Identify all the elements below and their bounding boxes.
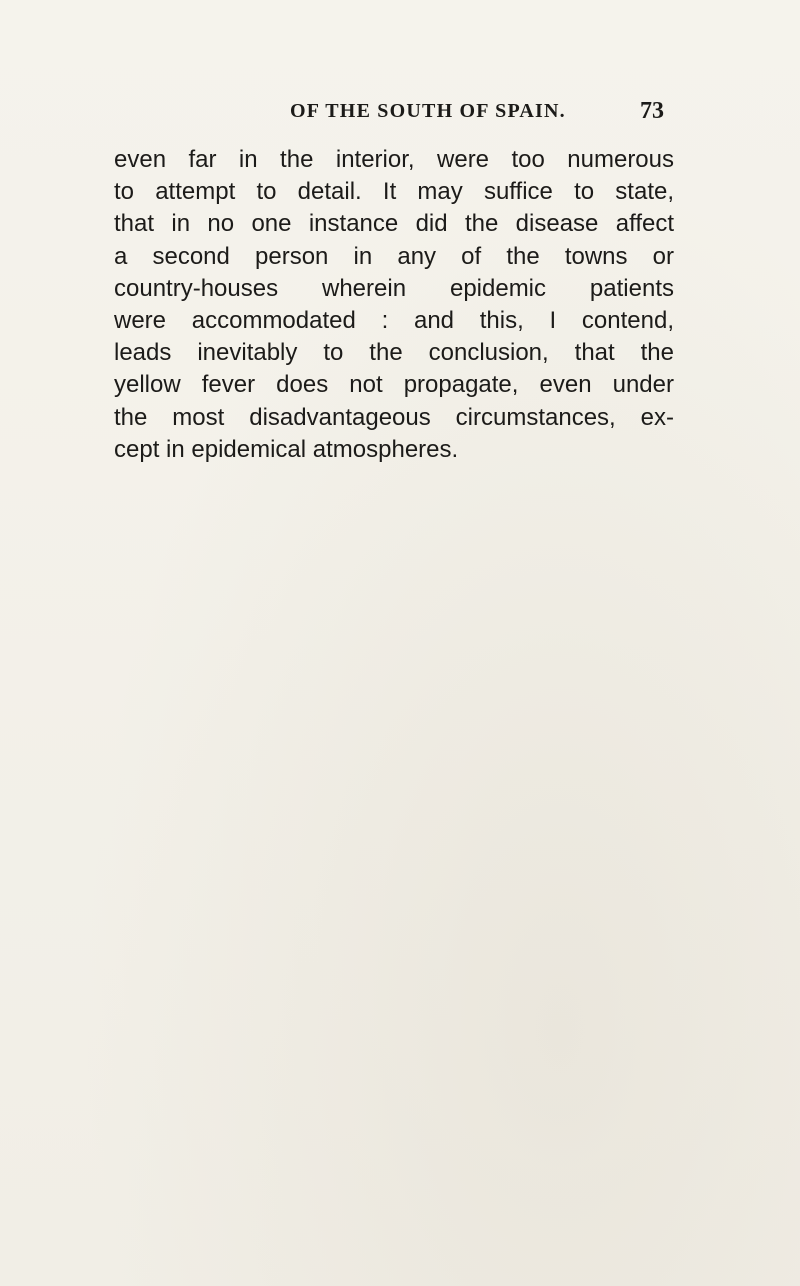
text-line: that in no one instance did the disease affect: [114, 210, 674, 238]
text-line: to attempt to detail. It may suffice to state,: [114, 178, 674, 206]
text-line: a second person in any of the towns or: [114, 242, 674, 270]
body-paragraph: [114, 144, 674, 466]
running-title: OF THE SOUTH OF SPAIN.: [290, 100, 566, 122]
text-line: the most disadvantageous circumstances, ex-: [114, 403, 674, 431]
text-line: even far in the interior, were too numerous: [114, 146, 674, 173]
text-line: yellow fever does not propagate, even under: [114, 371, 674, 399]
running-head: [0, 92, 800, 132]
text-line: were accommodated : and this, I contend,: [114, 307, 674, 335]
page-number: 73: [640, 98, 664, 124]
text-line: country-houses wherein epidemic patients: [114, 274, 674, 302]
text-line: leads inevitably to the conclusion, that the: [114, 339, 674, 367]
text-line-last: cept in epidemical atmospheres.: [114, 435, 459, 463]
